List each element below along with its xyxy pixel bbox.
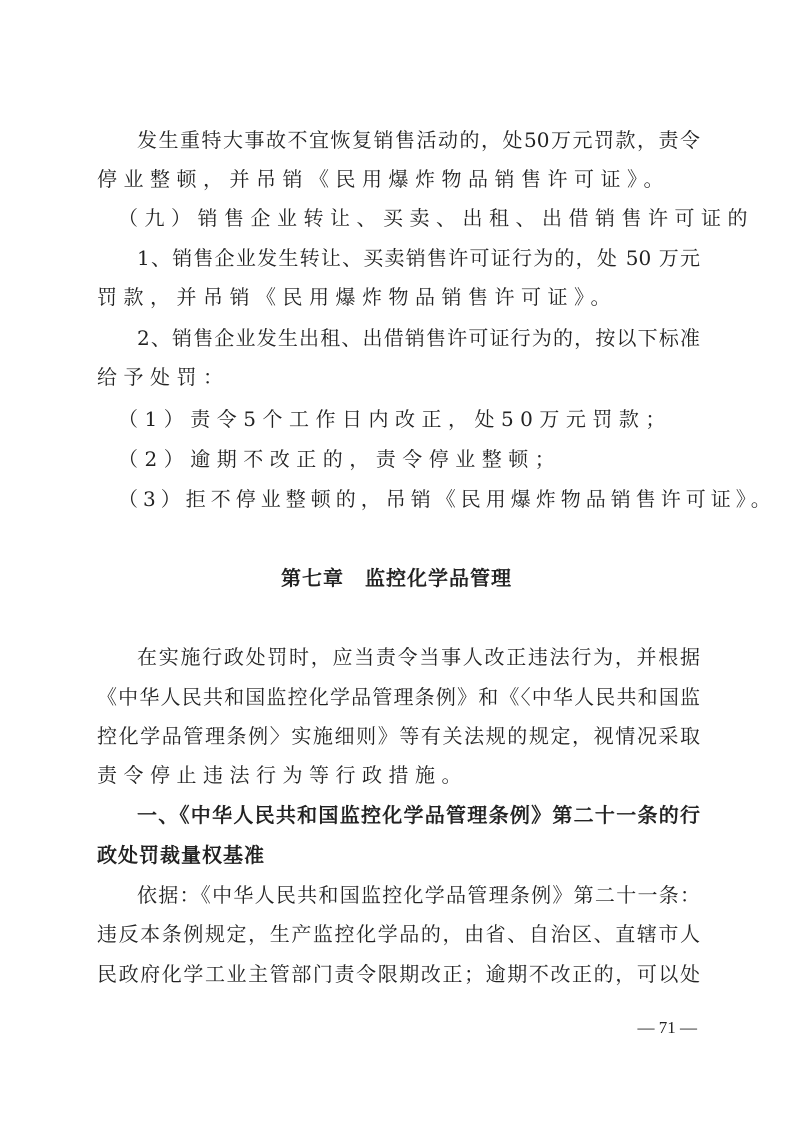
text-line: （3）拒不停业整顿的，吊销《民用爆炸物品销售许可证》。 (118, 487, 776, 511)
text-line: 2、销售企业发生出租、出借销售许可证行为的，按以下标准 (137, 326, 700, 350)
text-line: （九）销售企业转让、买卖、出租、出借销售许可证的 (118, 206, 754, 230)
text-line: 给予处罚： (97, 365, 230, 389)
text-line: 停业整顿，并吊销《民用爆炸物品销售许可证》。 (97, 167, 670, 191)
text-line: 在实施行政处罚时，应当责令当事人改正违法行为，并根据 (137, 645, 700, 669)
text-line: 1、销售企业发生转让、买卖销售许可证行为的，处 50 万元 (137, 246, 700, 270)
section-heading: 一、《中华人民共和国监控化学品管理条例》第二十一条的行 (137, 803, 700, 827)
text-line: 民政府化学工业主管部门责令限期改正；逾期不改正的，可以处 (97, 962, 700, 986)
chapter-title: 第七章 监控化学品管理 (281, 566, 512, 590)
text-line: （1）责令5个工作日内改正，处50万元罚款； (118, 407, 672, 431)
page-number: — 71 — (637, 1018, 697, 1037)
text-line: 依据：《中华人民共和国监控化学品管理条例》第二十一条： (137, 883, 700, 907)
text-line: 《中华人民共和国监控化学品管理条例》和《〈中华人民共和国监 (97, 685, 700, 709)
text-line: 违反本条例规定，生产监控化学品的，由省、自治区、直辖市人 (97, 922, 700, 946)
text-line: 发生重特大事故不宜恢复销售活动的，处50万元罚款，责令 (137, 128, 700, 152)
text-line: 罚款，并吊销《民用爆炸物品销售许可证》。 (97, 285, 617, 309)
text-line: 责令停止违法行为等行政措施。 (97, 763, 468, 787)
section-heading: 政处罚裁量权基准 (97, 843, 265, 867)
text-line: （2）逾期不改正的，责令停业整顿； (118, 447, 562, 471)
text-line: 控化学品管理条例〉实施细则》等有关法规的规定，视情况采取 (97, 724, 700, 748)
